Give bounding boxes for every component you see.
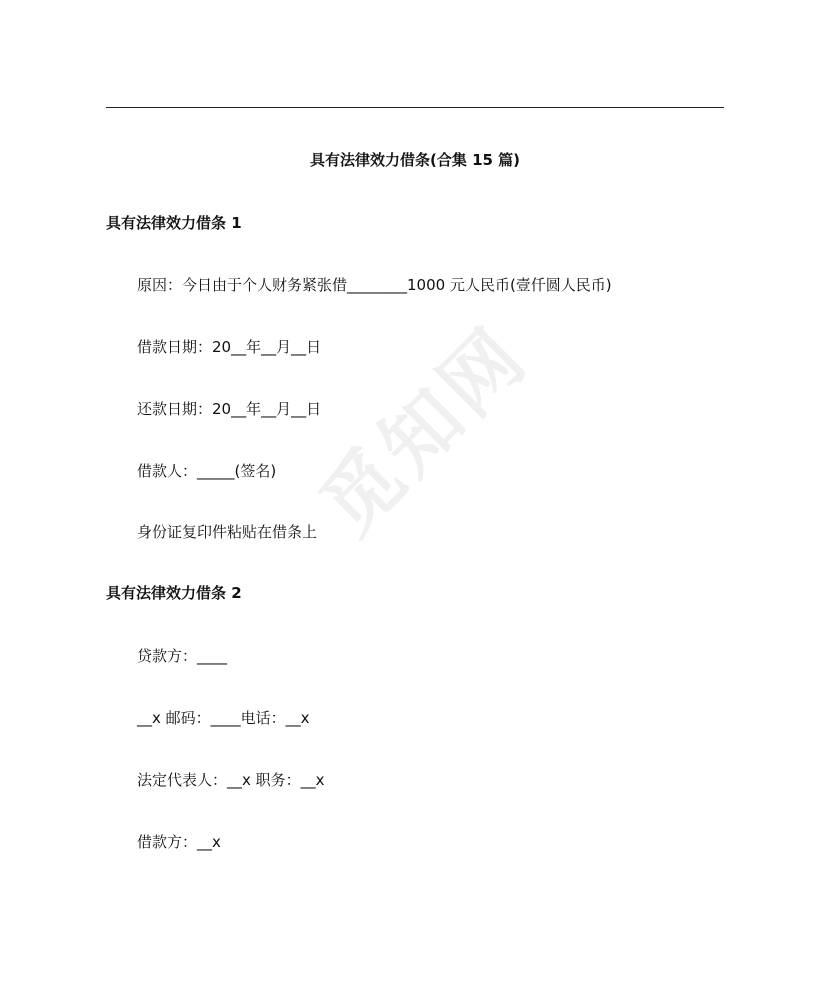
paragraph-lender: 贷款方：____: [137, 647, 228, 665]
paragraph-borrower: 借款人：_____(签名): [137, 462, 277, 480]
paragraph-postcode-phone: __x 邮码：____电话：__x: [137, 709, 310, 727]
header-divider: [106, 107, 724, 108]
section-heading-2: 具有法律效力借条 2: [106, 584, 242, 602]
paragraph-repay-date: 还款日期：20__年__月__日: [137, 400, 322, 418]
paragraph-id-copy: 身份证复印件粘贴在借条上: [137, 523, 318, 541]
paragraph-borrower-party: 借款方：__x: [137, 833, 221, 851]
section-heading-1: 具有法律效力借条 1: [106, 214, 242, 232]
document-title: 具有法律效力借条(合集 15 篇): [309, 151, 521, 169]
paragraph-legal-rep: 法定代表人：__x 职务：__x: [137, 771, 325, 789]
paragraph-reason: 原因：今日由于个人财务紧张借________1000 元人民币(壹仟圆人民币): [137, 276, 612, 294]
watermark: 觅知网: [304, 310, 546, 552]
paragraph-loan-date: 借款日期：20__年__月__日: [137, 338, 322, 356]
